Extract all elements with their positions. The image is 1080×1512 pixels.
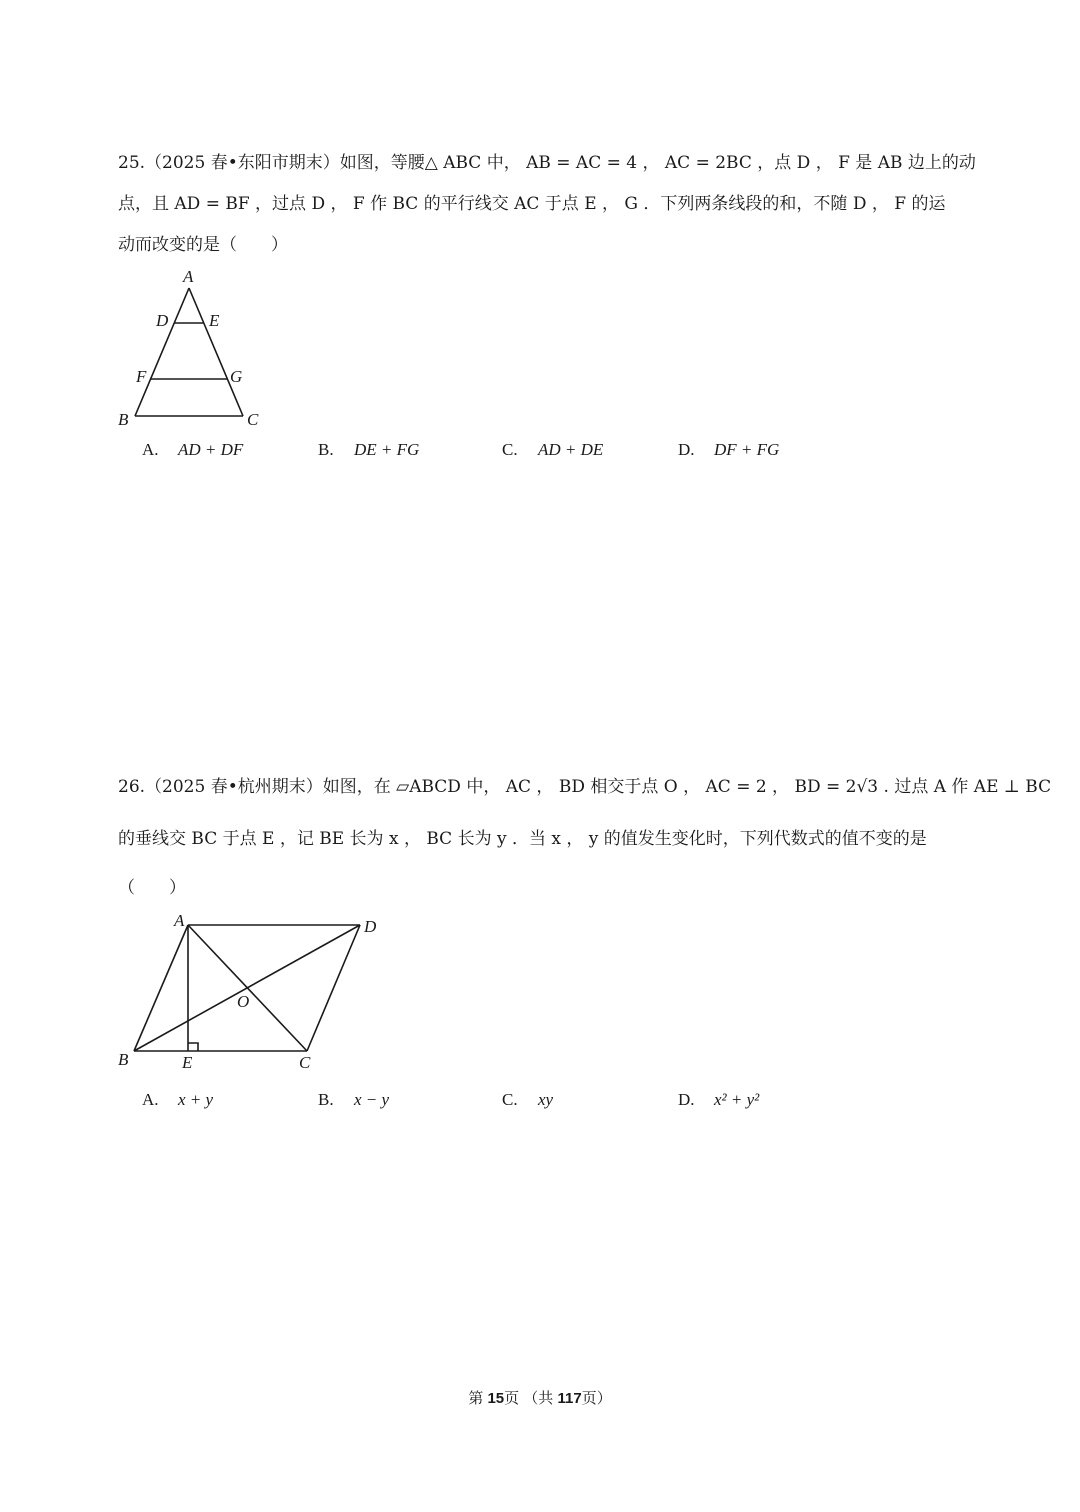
option-d[interactable]: D. DF + FG bbox=[678, 440, 780, 459]
option-a[interactable]: A. AD + DF bbox=[142, 440, 244, 459]
option-c[interactable]: C. AD + DE bbox=[502, 440, 604, 459]
option-c[interactable]: C. xy bbox=[502, 1090, 554, 1109]
question-25-line-1: 25.（2025 春•东阳市期末）如图，等腰△ ABC 中， AB = AC = 4 ， AC = 2BC ，点 D ， F 是 AB 边上的动 bbox=[118, 153, 976, 173]
right-angle-mark bbox=[188, 1043, 198, 1051]
question-25-line-3: 动而改变的是（ ） bbox=[118, 235, 288, 255]
label-b: B bbox=[118, 1050, 129, 1069]
question-26-line-2: 的垂线交 BC 于点 E ，记 BE 长为 x ， BC 长为 y ．当 x ， y 的值发生变化时，下列代数式的值不变的是 bbox=[118, 829, 927, 849]
parallelogram-figure bbox=[110, 905, 390, 1075]
total-page-count: 117 bbox=[557, 1390, 582, 1407]
label-g: G bbox=[230, 367, 243, 386]
option-d[interactable]: D. x² + y² bbox=[678, 1090, 760, 1109]
option-b[interactable]: B. x − y bbox=[318, 1090, 390, 1109]
label-b: B bbox=[118, 410, 129, 429]
label-d: D bbox=[364, 917, 377, 936]
side-dc bbox=[307, 925, 360, 1051]
label-e: E bbox=[209, 311, 220, 330]
page-footer: 第 15页 （共 117页） bbox=[468, 1390, 612, 1407]
option-b[interactable]: B. DE + FG bbox=[318, 440, 420, 459]
label-c: C bbox=[299, 1053, 311, 1072]
side-ac bbox=[189, 288, 243, 416]
label-a: A bbox=[174, 911, 185, 930]
label-e: E bbox=[182, 1053, 193, 1072]
option-a[interactable]: A. x + y bbox=[142, 1090, 214, 1109]
question-26-line-1: 26.（2025 春•杭州期末）如图，在 ▱ABCD 中， AC ， BD 相交于点 O ， AC = 2 ， BD = 2√3 . 过点 A 作 AE ⊥ BC bbox=[118, 777, 1052, 797]
question-25-line-2: 点，且 AD = BF ，过点 D ， F 作 BC 的平行线交 AC 于点 E ， G ．下列两条线段的和，不随 D ， F 的运 bbox=[118, 194, 946, 214]
triangle-figure bbox=[110, 262, 280, 434]
label-c: C bbox=[247, 410, 259, 429]
current-page-number: 15 bbox=[487, 1390, 505, 1407]
label-a: A bbox=[183, 267, 194, 286]
label-o: O bbox=[237, 992, 250, 1011]
diagonal-bd bbox=[134, 925, 360, 1051]
question-26-line-3: （ ） bbox=[118, 878, 186, 898]
label-f: F bbox=[136, 367, 147, 386]
label-d: D bbox=[156, 311, 169, 330]
side-ab bbox=[135, 288, 189, 416]
side-ba bbox=[134, 925, 188, 1051]
